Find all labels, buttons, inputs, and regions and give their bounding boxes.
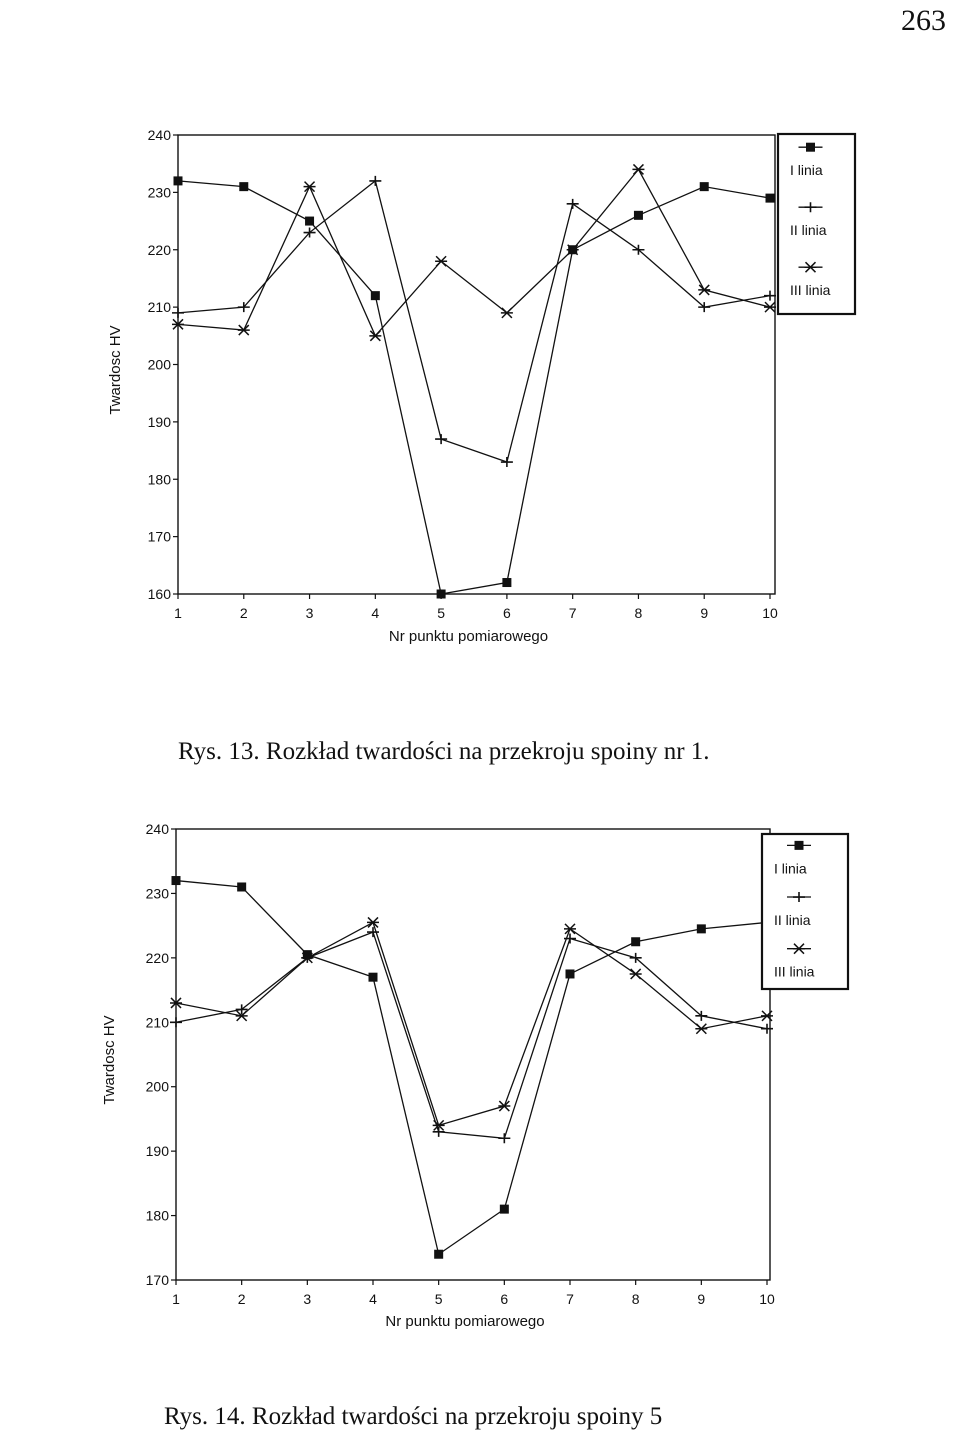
x-tick-label: 9 [697, 1291, 706, 1307]
data-point [172, 876, 181, 885]
data-point [498, 1133, 510, 1143]
legend-label: I linia [774, 860, 807, 877]
chart-2 [101, 821, 848, 1330]
data-point [437, 590, 446, 599]
x-tick-label: 8 [634, 605, 643, 621]
x-tick-label: 9 [700, 605, 709, 621]
data-point [435, 434, 447, 444]
x-axis-label: Nr punktu pomiarowego [388, 628, 549, 645]
data-point [761, 1011, 773, 1021]
y-tick-label: 190 [145, 1143, 169, 1160]
series-1 [174, 176, 775, 598]
y-tick-label: 200 [147, 356, 171, 373]
y-tick-label: 180 [147, 471, 171, 488]
legend-marker [806, 143, 815, 152]
data-point [238, 325, 250, 335]
page-number: 263 [901, 4, 946, 37]
data-point [434, 1250, 443, 1259]
data-point [761, 1024, 773, 1034]
y-tick-label: 230 [145, 885, 169, 902]
data-point [564, 924, 576, 934]
data-point [170, 1017, 182, 1027]
y-tick-label: 240 [145, 821, 169, 837]
data-point [371, 291, 380, 300]
series-line [176, 881, 767, 1255]
legend-1 [778, 134, 855, 314]
data-point [634, 211, 643, 220]
y-tick-label: 210 [145, 1014, 169, 1031]
data-point [695, 1024, 707, 1034]
series-2 [172, 176, 776, 467]
x-tick-label: 3 [305, 605, 314, 621]
y-tick-label: 230 [147, 184, 171, 201]
y-tick-label: 200 [145, 1078, 169, 1095]
series-2 [170, 927, 773, 1143]
legend-label: III linia [790, 282, 831, 299]
series-line [178, 181, 770, 462]
legend-label: II linia [774, 912, 811, 929]
figure-caption-2: Rys. 14. Rozkład twardości na przekroju spoiny 5 [164, 1403, 663, 1430]
plot-frame-2 [176, 829, 770, 1280]
data-point [239, 182, 248, 191]
data-point [174, 176, 183, 185]
y-axis-label: Twardosc HV [107, 325, 124, 415]
data-point [500, 1205, 509, 1214]
legend-marker [795, 841, 804, 850]
y-axis-label: Twardosc HV [101, 1015, 118, 1105]
x-tick-label: 1 [174, 605, 182, 621]
legend-label: II linia [790, 222, 827, 239]
x-tick-label: 5 [434, 1291, 443, 1307]
x-tick-label: 8 [631, 1291, 640, 1307]
series-3 [172, 164, 776, 340]
y-tick-label: 190 [147, 413, 171, 430]
y-tick-label: 220 [145, 949, 169, 966]
x-tick-label: 3 [303, 1291, 312, 1307]
x-tick-label: 4 [371, 605, 380, 621]
x-tick-label: 5 [437, 605, 446, 621]
series-line [178, 169, 770, 335]
legend-2 [762, 834, 848, 989]
x-axis-label: Nr punktu pomiarowego [385, 1313, 545, 1330]
data-point [172, 308, 184, 318]
series-3 [170, 917, 773, 1130]
y-tick-label: 160 [147, 586, 171, 602]
legend-label: I linia [790, 162, 823, 179]
x-tick-label: 7 [566, 1291, 574, 1307]
x-tick-label: 4 [369, 1291, 377, 1307]
data-point [238, 302, 250, 312]
y-tick-label: 170 [147, 528, 171, 545]
y-tick-label: 240 [147, 127, 171, 143]
x-tick-label: 2 [237, 1291, 246, 1307]
series-1 [172, 876, 772, 1259]
data-point [498, 1101, 510, 1111]
x-tick-label: 7 [568, 605, 577, 621]
data-point [304, 182, 316, 192]
data-point [237, 882, 246, 891]
y-tick-label: 180 [145, 1207, 169, 1224]
x-tick-label: 1 [172, 1291, 180, 1307]
data-point [566, 969, 575, 978]
y-tick-label: 170 [145, 1272, 169, 1288]
data-point [305, 217, 314, 226]
data-point [501, 457, 513, 467]
plot-frame-1 [178, 135, 775, 594]
data-point [502, 578, 511, 587]
series-line [178, 181, 770, 594]
data-point [369, 973, 378, 982]
data-point [631, 937, 640, 946]
data-point [764, 302, 776, 312]
x-tick-label: 6 [502, 605, 511, 621]
data-point [632, 164, 644, 174]
x-tick-label: 10 [762, 605, 778, 621]
x-tick-label: 2 [239, 605, 248, 621]
x-tick-label: 6 [500, 1291, 509, 1307]
data-point [435, 256, 447, 266]
data-point [698, 285, 710, 295]
y-tick-label: 220 [147, 241, 171, 258]
data-point [369, 331, 381, 341]
data-point [433, 1127, 445, 1137]
data-point [367, 917, 379, 927]
data-point [764, 291, 776, 301]
y-tick-label: 210 [147, 299, 171, 316]
figure-caption-1: Rys. 13. Rozkład twardości na przekroju spoiny nr 1. [178, 738, 710, 765]
data-point [766, 194, 775, 203]
series-line [176, 922, 767, 1125]
legend-label: III linia [774, 963, 815, 980]
chart-1 [107, 127, 855, 645]
series-line [176, 932, 767, 1138]
x-tick-label: 10 [759, 1291, 775, 1307]
data-point [630, 969, 642, 979]
data-point [501, 308, 513, 318]
data-point [700, 182, 709, 191]
data-point [697, 924, 706, 933]
